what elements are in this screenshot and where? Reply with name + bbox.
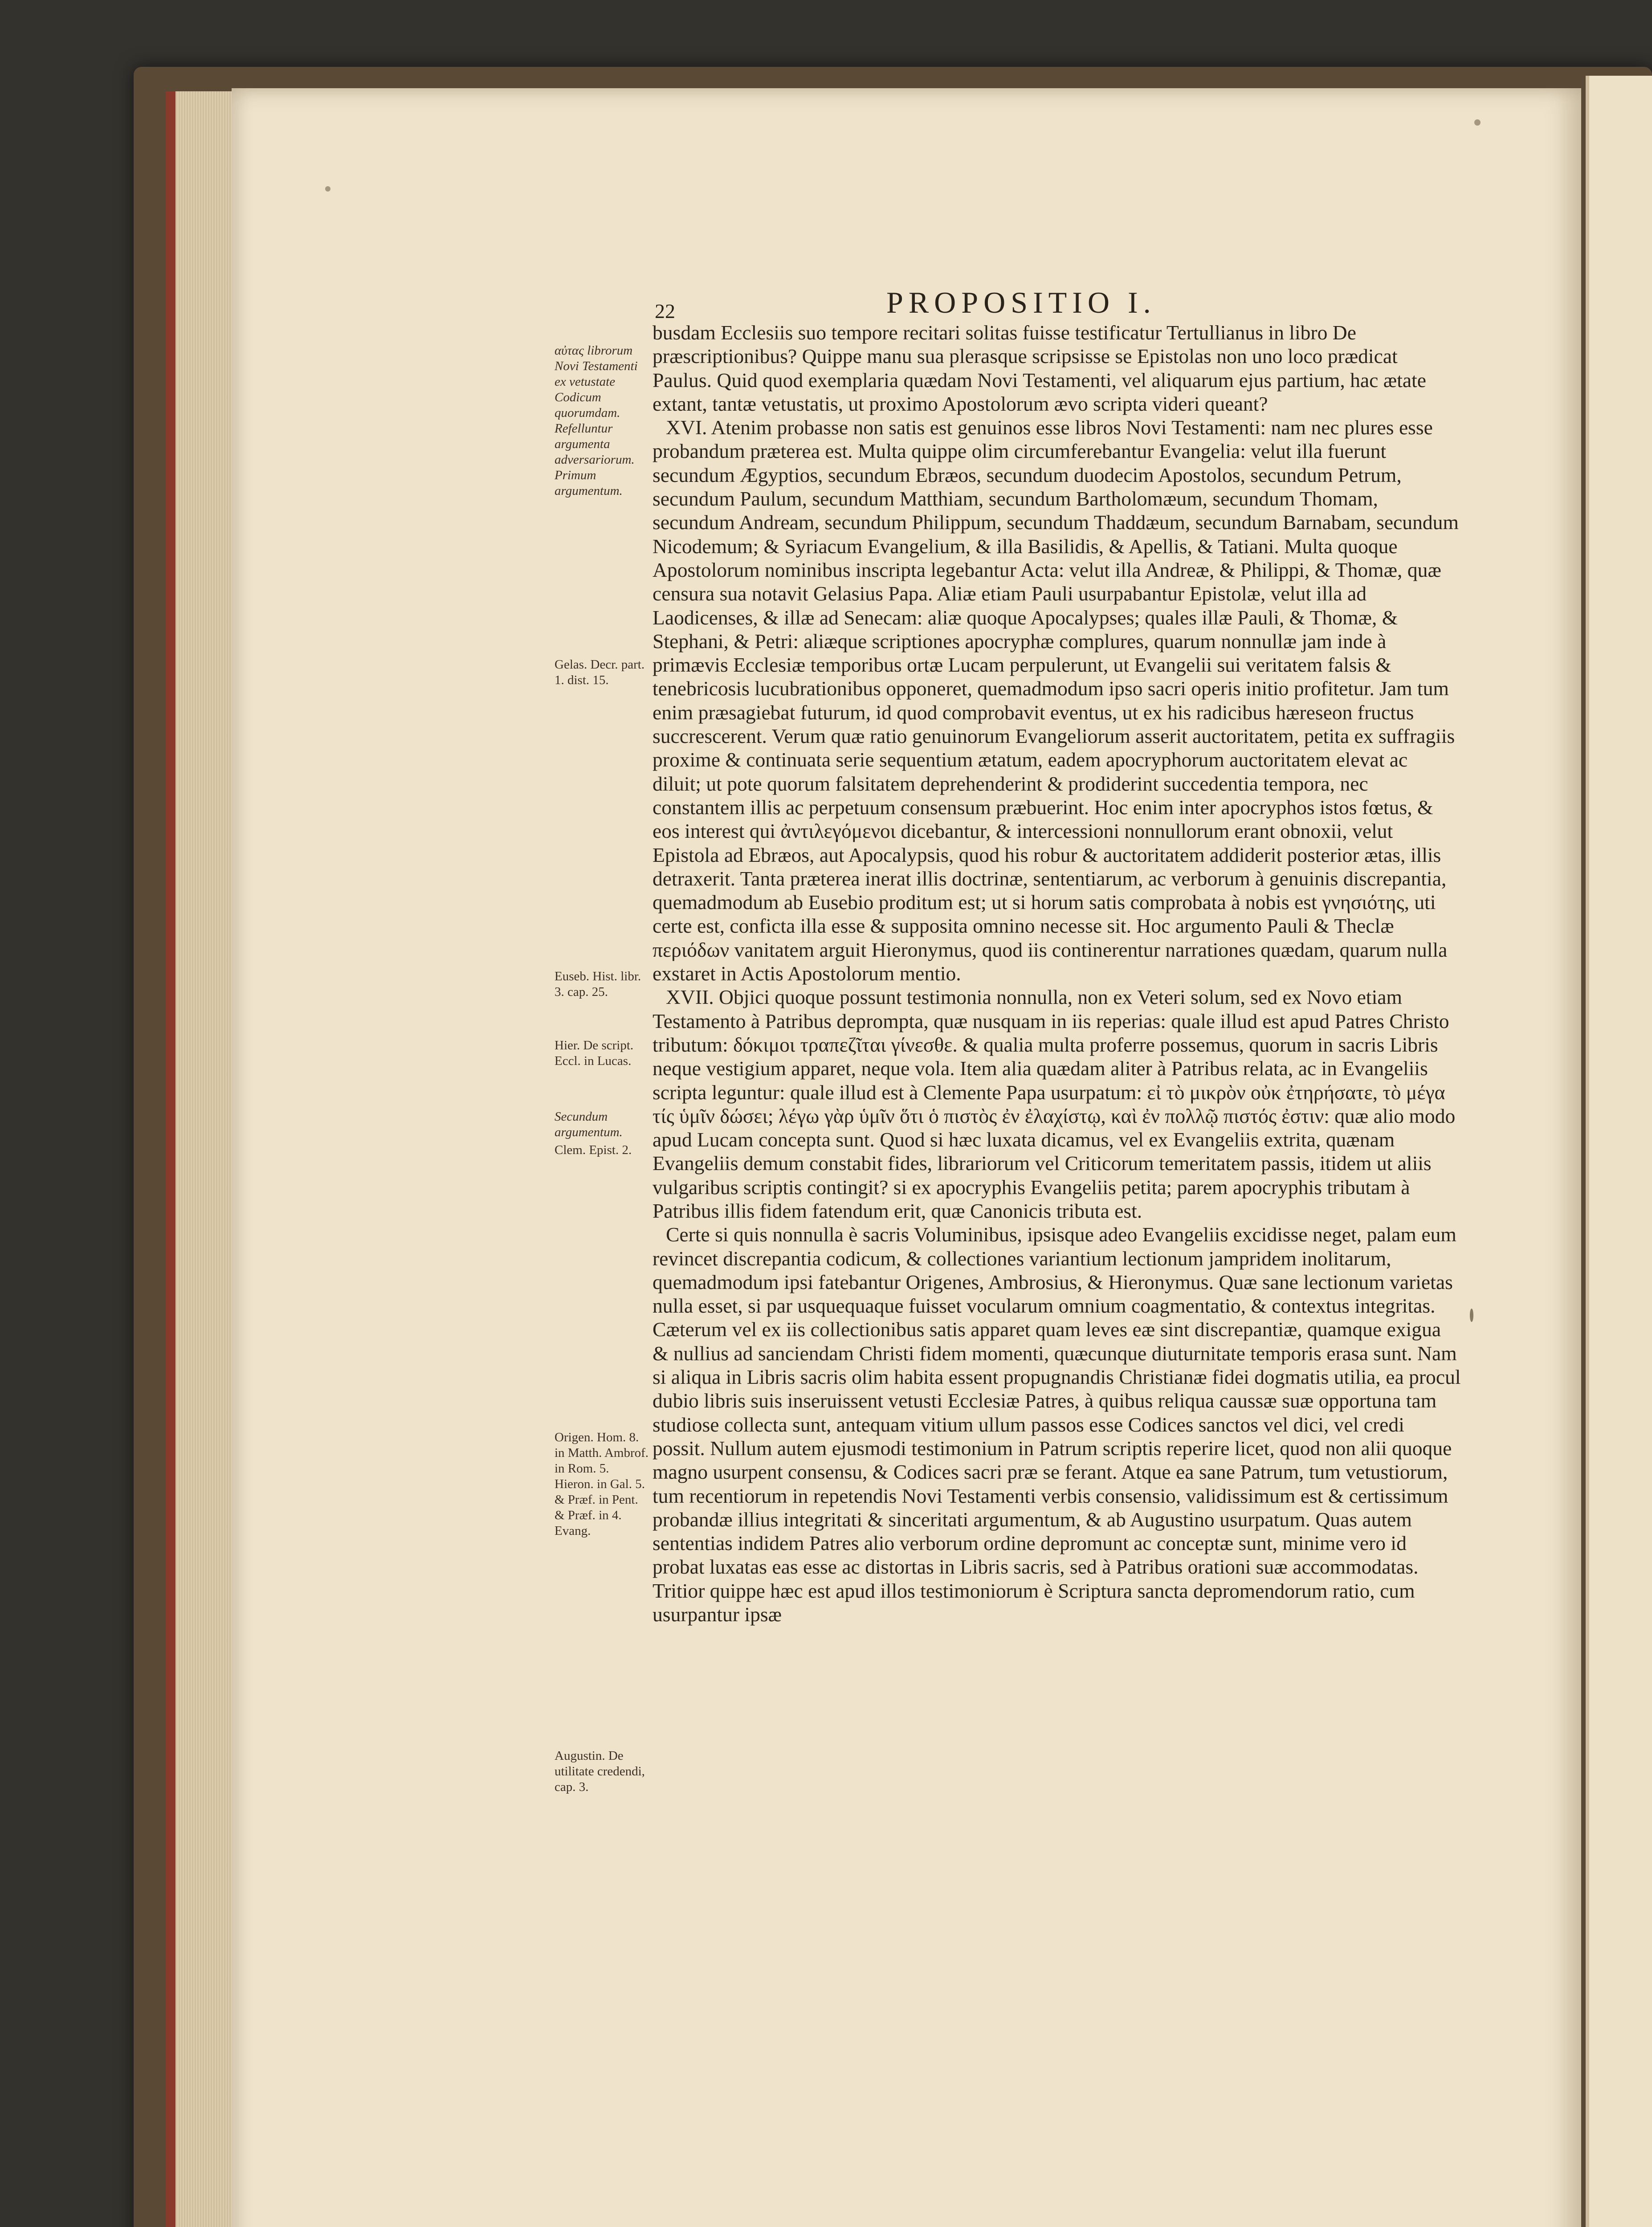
facing-page-edge [1586, 76, 1652, 2227]
page-spot [1474, 119, 1481, 126]
margin-note: Hier. De script. Eccl. in Lucas. [555, 1038, 634, 1068]
paragraph: Certe si quis nonnulla è sacris Voluminibus, ipsisque adeo Evangeliis excidisse neget, palam eum revincet discrepantia codicum, & collectiones variantium lectionum jampridem inolitarum, quemadmodum ipsi fatebantur Origenes, Ambrosius, & Hieronymus. Quæ sane lectionum varietas nulla esset, si par usquequaque fuisset vocularum omnium coagmentatio, & contextus integritas. Cæterum vel ex iis collectionibus satis apparet quam leves eæ sint discrepantiæ, quamque exigua & nullius ad sanciendam Christi fidem momenti, quæcunque diuturnitate temporis erasa sunt. Nam si aliqua in Libris sacris olim habita essent propugnandis Christianæ fidei dogmatis utilia, ea procul dubio libris suis inseruissent vetusti Ecclesiæ Patres, à quibus reliqua caussæ suæ opportuna tam studiose collecta sunt, antequam vitium ullum passos esse Codices sanctos vel dici, vel credi possit. Nullum autem ejusmodi testimonium in Patrum scriptis reperire licet, quod non alii quoque magno usurpent consensu, & Codices sacri præ se ferant. Atque ea sane Patrum, tum vetustiorum, tum recentiorum in repetendis Novi Testamenti verbis consensio, validissimum est & certissimum probandæ illius integritati & sinceritati argumentum, & ab Augustino usurpatum. Quas autem sententias indidem Patres alio verborum ordine depromunt ac conceptæ sunt, minime vero id probat luxatas eas esse ac distortas in Libris sacris, sed à Patribus orationi suæ accommodatas. Tritior quippe hæc est apud illos testimoniorum è Scriptura sancta depromendorum ratio, cum usurpantur ipsæ [653, 1223, 1461, 1626]
paragraph: XVI. Atenim probasse non satis est genuinos esse libros Novi Testamenti: nam nec plures esse probandum præterea est. Multa quippe olim circumferebantur Evangelia: velut illa fuerunt secundum Ægyptios, secundum Ebræos, secundum duodecim Apostolos, secundum Petrum, secundum Paulum, secundum Matthiam, secundum Bartholomæum, secundum Thomam, secundum Andream, secundum Philippum, secundum Thaddæum, secundum Barnabam, secundum Nicodemum; & Syriacum Evangelium, & illa Basilidis, & Apellis, & Tatiani. Multa quoque Apostolorum nominibus inscripta legebantur Acta: velut illa Andreæ, & Philippi, & Thomæ, quæ censura sua notavit Gelasius Papa. Aliæ etiam Pauli usurpabantur Epistolæ, velut illa ad Laodicenses, & illæ ad Senecam: aliæ quoque Apocalypses; quales illæ Pauli, & Thomæ, & Stephani, & Petri: aliæque scriptiones apocryphæ complures, quarum nonnullæ jam inde à primævis Ecclesiæ temporibus ortæ Lucam perpulerunt, ut Evangelii sui veritatem falsis & tenebricosis lucubrationibus opponeret, quemadmodum ipso sacri operis initio profitetur. Jam tum enim præsagiebat futurum, id quod comprobavit eventus, ut ex his radicibus hæreseon fructus succrescerent. Verum quæ ratio genuinorum Evangeliorum asserit auctoritatem, petita ex suffragiis proxime & continuata serie sequentium ætatum, eadem apocryphorum auctoritatem elevat ac diluit; ut pote quorum falsitatem deprehenderint & prodiderint succedentia tempora, nec constantem illis ac perpetuum consensum præbuerint. Hoc enim inter apocryphos istos fœtus, & eos interest qui ἀντιλεγόμενοι dicebantur, & intercessioni nonnullorum erant obnoxii, velut Epistola ad Ebræos, aut Apocalypsis, quod his robur & auctoritatem addiderit posterior ætas, illis detraxerit. Tanta præterea inerat illis doctrinæ, sententiarum, ac verborum à genuinis discrepantia, quemadmodum ab Eusebio proditum est; ut si horum satis comprobata à nobis est γνησιότης, uti certe est, conficta illa esse & supposita omnino necesse sit. Hoc argumento Pauli & Theclæ περιόδων vanitatem arguit Hieronymus, quod iis continerentur narrationes quædam, quarum nulla exstaret in Actis Apostolorum mentio. [653, 416, 1459, 985]
margin-note: Clem. Epist. 2. [555, 1143, 632, 1157]
page-number: 22 [655, 300, 675, 322]
paragraph: busdam Ecclesiis suo tempore recitari solitas fuisse testificatur Tertullianus in libro De præscriptionibus? Quippe manu sua plerasque scripsisse se Epistolas non uno loco prædicat Paulus. Quid quod exemplaria quædam Novi Testamenti, vel aliquarum ejus partium, hac ætate extant, tantæ vetustatis, ut proximo Apostolorum ævo scripta videri queant? [653, 321, 1427, 415]
margin-note: Gelas. Decr. part. 1. dist. 15. [555, 657, 645, 687]
margin-note: αὐτας librorum Novi Testamenti ex vetustate Codicum quorumdam. Refelluntur argumenta adversariorum. Primum argumentum. [555, 343, 638, 498]
running-head: PROPOSITIO I. [886, 286, 1156, 319]
paragraph: XVII. Objici quoque possunt testimonia nonnulla, non ex Veteri solum, sed ex Novo etiam Testamento à Patribus deprompta, quæ nusquam in iis reperias: quale illud est apud Patres Christo tributum: δόκιμοι τραπεζῖται γίνεσθε. & qualia multa proferre possemus, quorum in sacris Libris neque vestigium apparet, neque vola. Item alia quædam aliter à Patribus relata, ac in Evangeliis scripta leguntur: quale illud est à Clemente Papa usurpatum: εἰ τὸ μικρὸν οὐκ ἐτηρήσατε, τὸ μέγα τίς ὑμῖν δώσει; λέγω γὰρ ὑμῖν ὅτι ὁ πιστὸς ἐν ἐλαχίστῳ, καὶ ἐν πολλῷ πιστός ἐστιν: quæ alio modo apud Lucam concepta sunt. Quod si hæc luxata dicamus, vel ex Evangeliis extrita, quænam Evangeliis demum constabit fides, librariorum vel Criticorum temeritatem passis, itidem ut aliis vulgaribus scriptis contingit? si ex apocryphis Evangeliis petita; parem apocryphis tributam à Patribus illis fidem fatendum erit, quæ Canonicis tributa est. [653, 986, 1456, 1222]
page-edges [166, 91, 242, 2227]
margin-note: Euseb. Hist. libr. 3. cap. 25. [555, 969, 641, 999]
margin-note: Origen. Hom. 8. in Matth. Ambrof. in Rom. 5. Hieron. in Gal. 5. & Præf. in Pent. & Præf. in 4. Evang. [555, 1430, 649, 1538]
margin-note: Augustin. De utilitate credendi, cap. 3. [555, 1749, 645, 1794]
page-spot [1470, 1309, 1473, 1322]
margin-note: Secundum argumentum. [555, 1109, 623, 1139]
page-spot [325, 186, 330, 192]
body-text [653, 321, 1461, 1862]
